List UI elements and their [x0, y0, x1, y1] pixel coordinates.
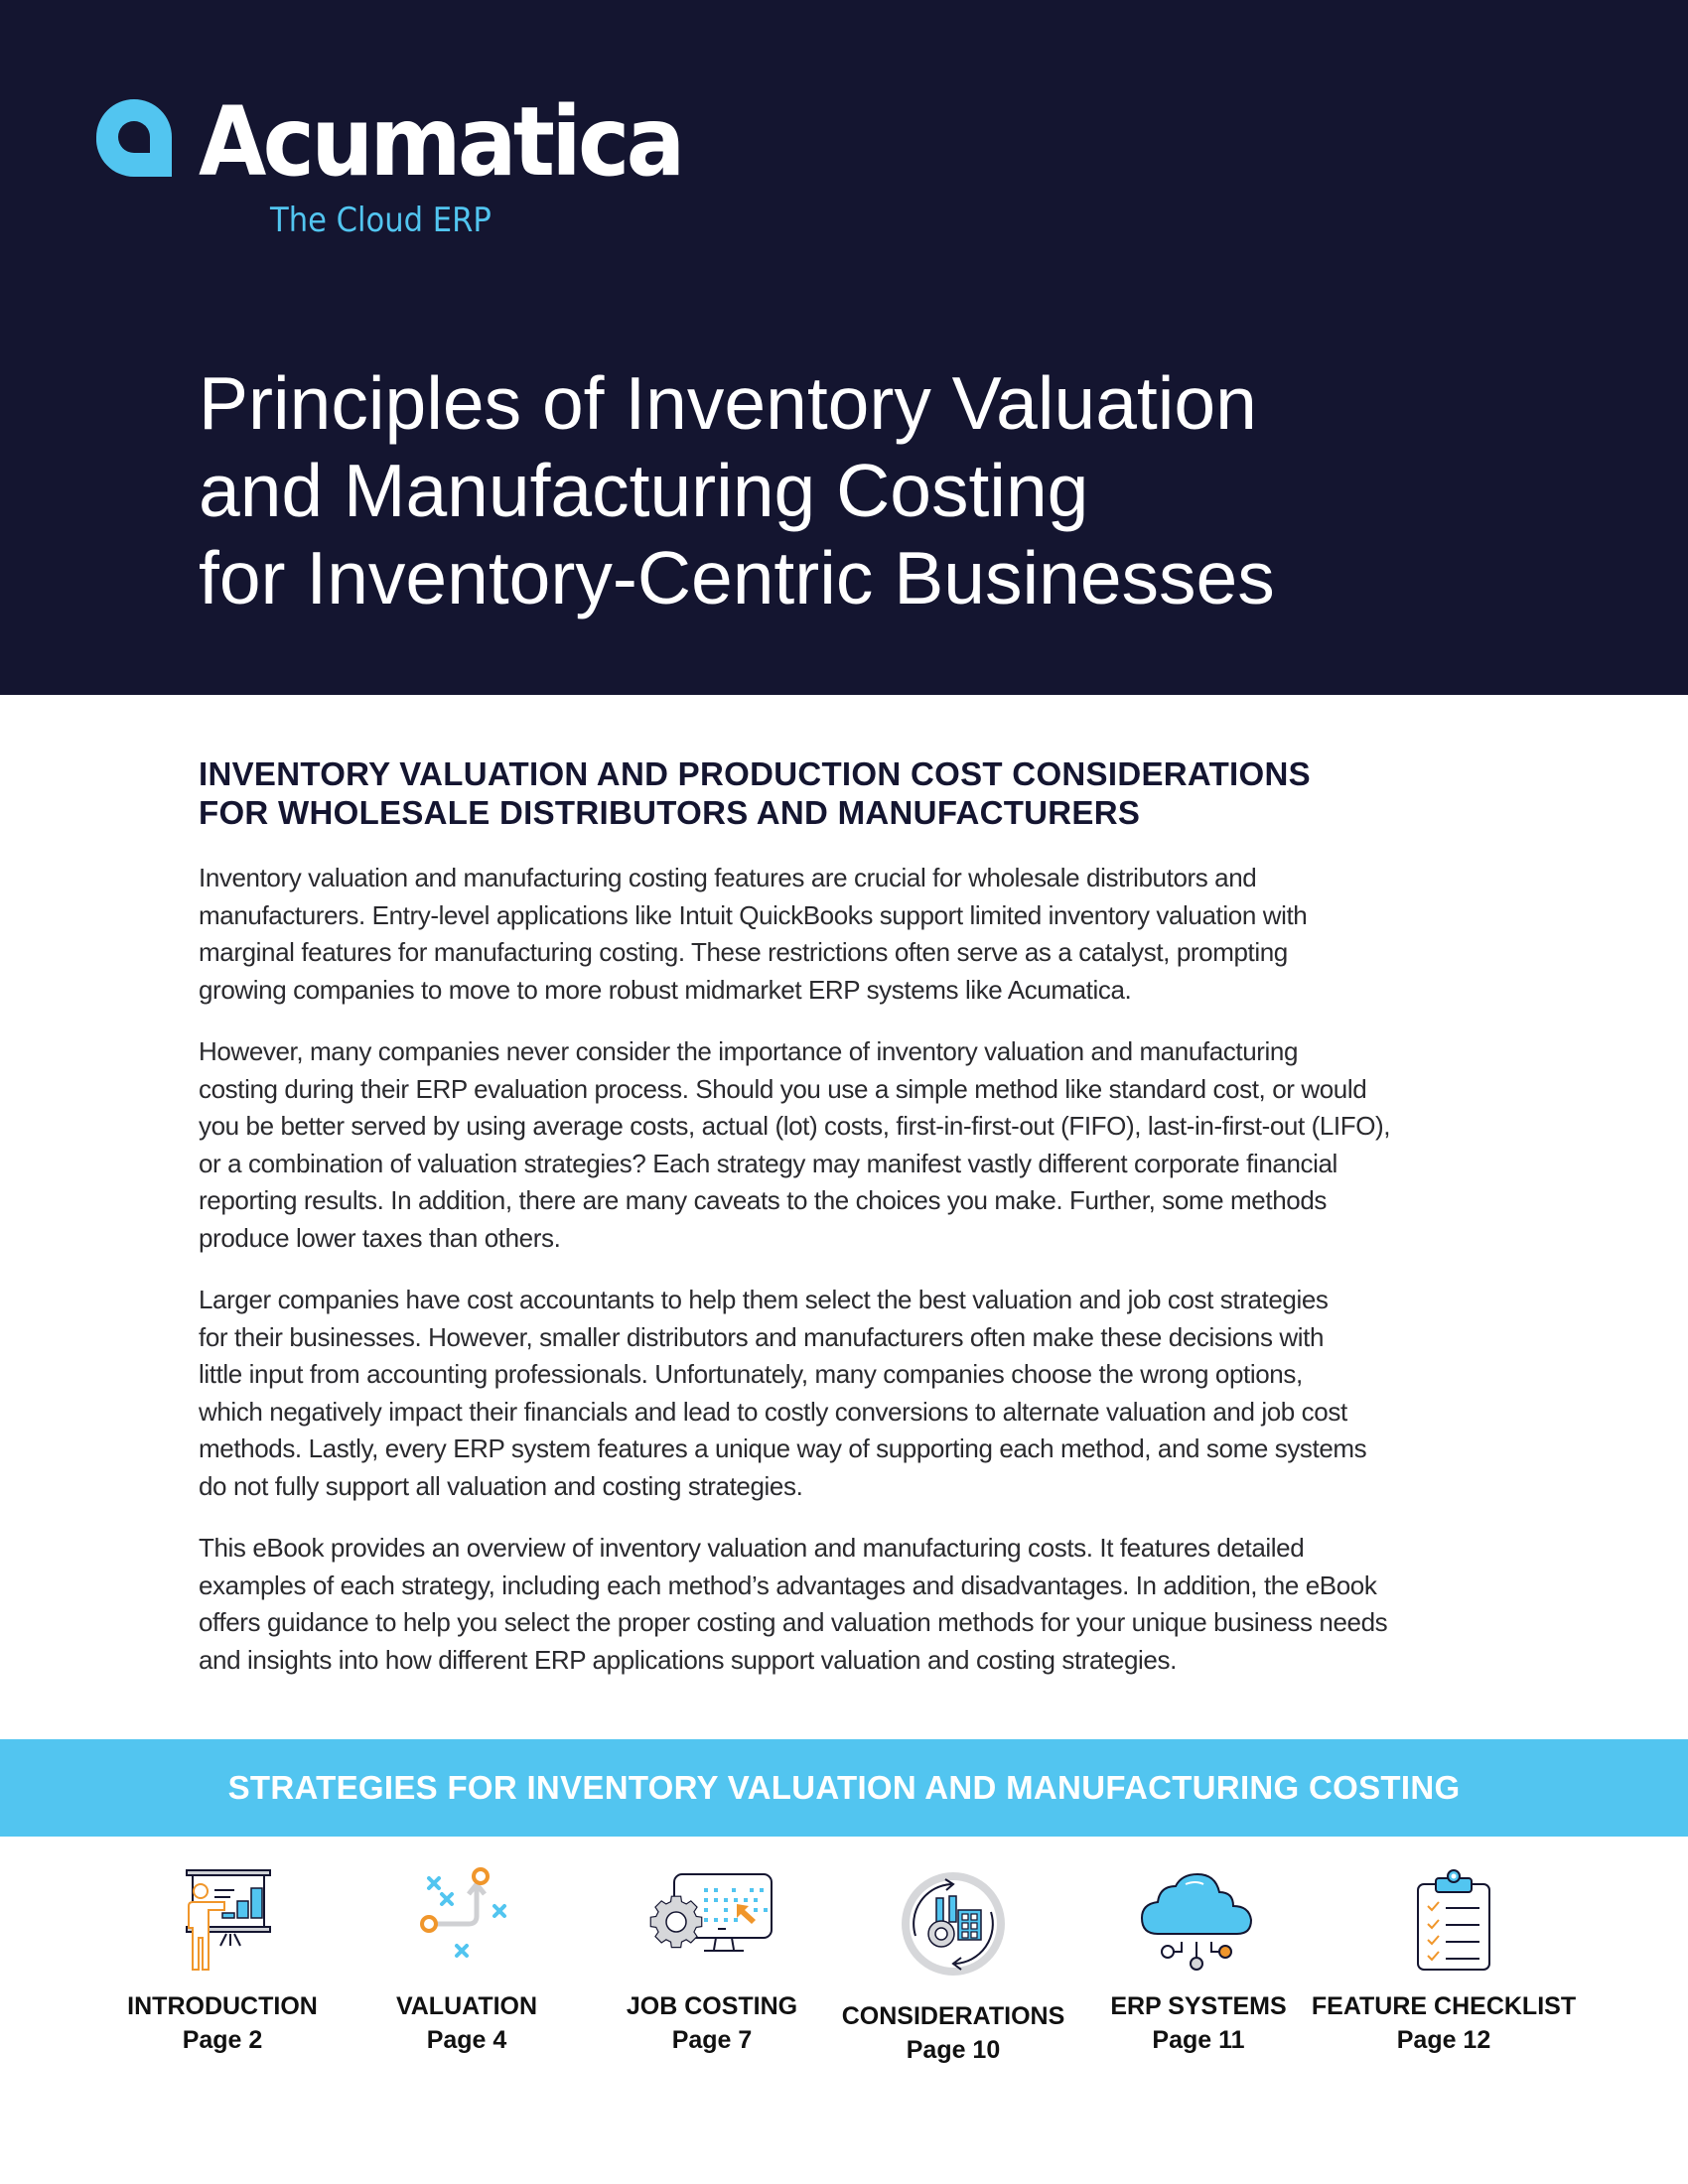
text-line: or a combination of valuation strategies? Each strategy may manifest vastly different corporate financial — [199, 1148, 1337, 1178]
text-line: marginal features for manufacturing costing. These restrictions often serve as a catalyst, prompting — [199, 937, 1288, 967]
nav-label: ERP SYSTEMS — [1110, 1992, 1287, 2020]
computer-gear-icon — [642, 1866, 781, 1976]
brand-tagline: The Cloud ERP — [270, 201, 492, 240]
cover-header — [0, 0, 1688, 695]
presentation-icon — [163, 1866, 282, 1976]
paragraph-3 — [199, 1282, 1509, 1505]
nav-page: Page 2 — [182, 2026, 263, 2054]
heading-line: INVENTORY VALUATION AND PRODUCTION COST CONSIDERATIONS — [199, 755, 1311, 792]
nav-page: Page 11 — [1152, 2026, 1245, 2054]
nav-item-erp-systems[interactable] — [1059, 1866, 1337, 2057]
nav-page: Page 7 — [671, 2026, 753, 2054]
text-line: you be better served by using average costs, actual (lot) costs, first-in-first-out (FIFO), last-in-first-out (LIFO), — [199, 1111, 1391, 1141]
nav-item-valuation[interactable] — [328, 1866, 606, 2057]
heading-line: FOR WHOLESALE DISTRIBUTORS AND MANUFACTURERS — [199, 794, 1141, 831]
paragraph-1 — [199, 860, 1509, 1009]
text-line: costing during their ERP evaluation process. Should you use a simple method like standard cost, or would — [199, 1073, 1367, 1104]
nav-label: CONSIDERATIONS — [841, 2002, 1065, 2030]
text-line: which negatively impact their financials and lead to costly conversions to alternate valuation and job cost — [199, 1396, 1347, 1427]
cloud-network-icon — [1134, 1866, 1263, 1976]
intro-content — [199, 754, 1509, 1704]
nav-page: Page 12 — [1396, 2026, 1491, 2054]
text-line: little input from accounting professionals. Unfortunately, many companies choose the wrong options, — [199, 1359, 1303, 1389]
nav-label: INTRODUCTION — [127, 1992, 318, 2020]
text-line: and insights into how different ERP applications support valuation and costing strategies. — [199, 1644, 1177, 1675]
text-line: Inventory valuation and manufacturing costing features are crucial for wholesale distributors and — [199, 863, 1257, 892]
factory-cycle-icon — [894, 1866, 1013, 1985]
text-line: offers guidance to help you select the proper costing and valuation methods for your unique business needs — [199, 1607, 1388, 1637]
text-line: This eBook provides an overview of inventory valuation and manufacturing costs. It features detailed — [199, 1533, 1305, 1563]
page-title — [199, 359, 1589, 621]
text-line: examples of each strategy, including each method’s advantages and disadvantages. In addition, the eBook — [199, 1570, 1377, 1600]
nav-page: Page 10 — [906, 2036, 1001, 2064]
clipboard-checklist-icon — [1384, 1866, 1503, 1976]
text-line: do not fully support all valuation and costing strategies. — [199, 1470, 803, 1501]
nav-page: Page 4 — [426, 2026, 507, 2054]
nav-item-introduction[interactable] — [83, 1866, 361, 2057]
text-line: methods. Lastly, every ERP system features a unique way of supporting each method, and some systems — [199, 1433, 1367, 1463]
paragraph-2 — [199, 1033, 1509, 1257]
strategies-banner — [0, 1739, 1688, 1837]
section-navigation — [0, 1866, 1688, 2105]
strategy-play-icon — [407, 1866, 526, 1976]
nav-label: FEATURE CHECKLIST — [1311, 1992, 1577, 2020]
section-heading — [199, 754, 1509, 832]
text-line: produce lower taxes than others. — [199, 1222, 561, 1253]
nav-label: JOB COSTING — [626, 1992, 798, 2020]
nav-item-feature-checklist[interactable] — [1305, 1866, 1583, 2057]
nav-item-job-costing[interactable] — [573, 1866, 851, 2057]
text-line: Larger companies have cost accountants to help them select the best valuation and job cost strategies — [199, 1285, 1329, 1314]
text-line: for their businesses. However, smaller distributors and manufacturers often make these decisions with — [199, 1321, 1325, 1352]
paragraph-4 — [199, 1530, 1509, 1679]
acumatica-logo-icon — [96, 99, 172, 177]
banner-title: STRATEGIES FOR INVENTORY VALUATION AND MANUFACTURING COSTING — [227, 1769, 1461, 1806]
title-line: for Inventory-Centric Businesses — [199, 536, 1275, 619]
nav-label: VALUATION — [395, 1992, 538, 2020]
nav-item-considerations[interactable] — [814, 1866, 1092, 2067]
brand-name: Acumatica — [199, 86, 682, 198]
title-line: and Manufacturing Costing — [199, 449, 1089, 532]
text-line: manufacturers. Entry-level applications like Intuit QuickBooks support limited inventory valuation with — [199, 899, 1308, 930]
text-line: reporting results. In addition, there are many caveats to the choices you make. Further, some methods — [199, 1185, 1327, 1215]
text-line: However, many companies never consider the importance of inventory valuation and manufacturing — [199, 1036, 1299, 1066]
text-line: growing companies to move to more robust midmarket ERP systems like Acumatica. — [199, 974, 1132, 1005]
title-line: Principles of Inventory Valuation — [199, 361, 1257, 445]
